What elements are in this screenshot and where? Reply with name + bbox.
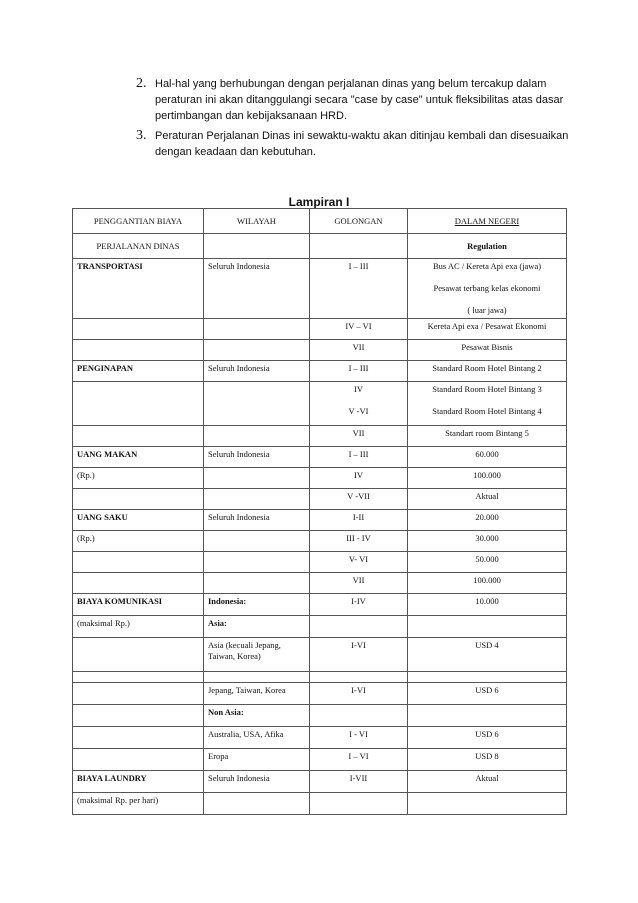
category-cell bbox=[73, 638, 204, 672]
regulation-cell bbox=[408, 727, 567, 749]
regulation-cell bbox=[408, 683, 567, 705]
regulation-cell bbox=[408, 361, 567, 382]
region-cell bbox=[204, 426, 310, 447]
numbered-list bbox=[136, 76, 576, 164]
header-cell bbox=[310, 234, 408, 259]
regulation-value: 100.000 bbox=[473, 575, 501, 585]
table-row bbox=[73, 468, 567, 489]
category-cell bbox=[73, 727, 204, 749]
region-cell: Asia (kecuali Jepang, Taiwan, Korea) bbox=[204, 638, 310, 672]
category-cell: UANG SAKU bbox=[73, 510, 204, 531]
regulation-value: Standard Room Hotel Bintang 4 bbox=[432, 406, 542, 416]
regulation-cell bbox=[408, 672, 567, 683]
list-line: dengan keadaan dan kebutuhan. bbox=[155, 146, 316, 158]
category-cell: BIAYA LAUNDRY bbox=[73, 771, 204, 793]
header-cell: WILAYAH bbox=[204, 209, 310, 234]
table-row bbox=[73, 594, 567, 616]
regulation-cell bbox=[408, 510, 567, 531]
list-text bbox=[155, 128, 568, 160]
table-row bbox=[73, 616, 567, 638]
regulation-value: Standard Room Hotel Bintang 2 bbox=[432, 363, 542, 373]
grade-value: I-VI bbox=[351, 685, 366, 695]
grade-value: IV – VI bbox=[345, 321, 372, 331]
region-cell bbox=[204, 531, 310, 552]
category-cell bbox=[73, 552, 204, 573]
category-cell bbox=[73, 319, 204, 340]
category-cell: TRANSPORTASI bbox=[73, 259, 204, 319]
grade-value: I-IV bbox=[351, 596, 366, 606]
list-line: Hal-hal yang berhubungan dengan perjalanan dinas yang belum tercakup dalam bbox=[155, 78, 547, 90]
list-number: 3. bbox=[136, 128, 147, 143]
grade-value: I-VI bbox=[351, 640, 366, 650]
header-cell: PERJALANAN DINAS bbox=[73, 234, 204, 259]
grade-value: I-VII bbox=[349, 773, 368, 783]
grade-cell bbox=[310, 616, 408, 638]
regulation-cell bbox=[408, 319, 567, 340]
header-cell: PENGGANTIAN BIAYA bbox=[73, 209, 204, 234]
regulation-cell bbox=[408, 531, 567, 552]
region-cell: Indonesia: bbox=[204, 594, 310, 616]
table-row bbox=[73, 340, 567, 361]
regulation-cell bbox=[408, 573, 567, 594]
grade-cell bbox=[310, 672, 408, 683]
region-cell bbox=[204, 489, 310, 510]
list-text bbox=[155, 76, 563, 124]
grade-cell bbox=[310, 638, 408, 672]
region-cell bbox=[204, 340, 310, 361]
category-cell bbox=[73, 672, 204, 683]
list-line: pertimbangan dan kebijaksanaan HRD. bbox=[155, 110, 348, 122]
region-cell: Seluruh Indonesia bbox=[204, 259, 310, 319]
grade-value: I – VI bbox=[348, 751, 369, 761]
table-row bbox=[73, 489, 567, 510]
region-cell: Australia, USA, Afika bbox=[204, 727, 310, 749]
regulation-cell bbox=[408, 468, 567, 489]
grade-cell bbox=[310, 749, 408, 771]
region-cell bbox=[204, 573, 310, 594]
regulation-cell bbox=[408, 489, 567, 510]
category-cell: (Rp.) bbox=[73, 468, 204, 489]
category-cell bbox=[73, 382, 204, 426]
regulation-value: 20.000 bbox=[475, 512, 499, 522]
regulation-value: 50.000 bbox=[475, 554, 499, 564]
grade-value: VII bbox=[352, 575, 365, 585]
table-row bbox=[73, 382, 567, 426]
table-row bbox=[73, 705, 567, 727]
grade-cell bbox=[310, 552, 408, 573]
list-line: Peraturan Perjalanan Dinas ini sewaktu-waktu akan ditinjau kembali dan disesuaikan bbox=[155, 130, 569, 142]
list-item-2 bbox=[136, 76, 576, 124]
grade-value: III - IV bbox=[346, 533, 371, 543]
region-cell bbox=[204, 672, 310, 683]
grade-value: I - VI bbox=[349, 729, 368, 739]
table-header-row bbox=[73, 234, 567, 259]
category-cell: BIAYA KOMUNIKASI bbox=[73, 594, 204, 616]
regulation-value: Bus AC / Kereta Api exa (jawa) bbox=[432, 261, 542, 271]
category-cell bbox=[73, 705, 204, 727]
allowance-table bbox=[72, 208, 567, 815]
region-cell bbox=[204, 319, 310, 340]
grade-value: IV bbox=[354, 470, 363, 480]
regulation-value: ( luar jawa) bbox=[467, 305, 507, 315]
grade-value: IV bbox=[354, 384, 363, 394]
regulation-cell bbox=[408, 771, 567, 793]
table-row bbox=[73, 638, 567, 672]
region-cell bbox=[204, 793, 310, 815]
regulation-value: Standard Room Hotel Bintang 3 bbox=[432, 384, 542, 394]
grade-cell bbox=[310, 683, 408, 705]
table-row bbox=[73, 552, 567, 573]
regulation-cell bbox=[408, 426, 567, 447]
grade-cell bbox=[310, 489, 408, 510]
grade-cell bbox=[310, 705, 408, 727]
region-cell: Asia: bbox=[204, 616, 310, 638]
grade-value: V -VII bbox=[347, 491, 370, 501]
grade-cell bbox=[310, 510, 408, 531]
regulation-value: Aktual bbox=[475, 491, 499, 501]
regulation-value: 30.000 bbox=[475, 533, 499, 543]
table-row bbox=[73, 749, 567, 771]
category-cell bbox=[73, 340, 204, 361]
grade-value: V -VI bbox=[348, 406, 369, 416]
grade-cell bbox=[310, 594, 408, 616]
table-row bbox=[73, 672, 567, 683]
region-cell: Non Asia: bbox=[204, 705, 310, 727]
grade-value: I – III bbox=[348, 261, 369, 271]
table-row bbox=[73, 447, 567, 468]
grade-value: V- VI bbox=[348, 554, 369, 564]
regulation-value: USD 8 bbox=[475, 751, 499, 761]
regulation-value: 60.000 bbox=[475, 449, 499, 459]
grade-cell bbox=[310, 447, 408, 468]
regulation-cell bbox=[408, 447, 567, 468]
grade-cell bbox=[310, 771, 408, 793]
list-number: 2. bbox=[136, 76, 147, 91]
regulation-cell bbox=[408, 259, 567, 319]
regulation-value: Kereta Api exa / Pesawat Ekonomi bbox=[427, 321, 547, 331]
table-row bbox=[73, 259, 567, 319]
table-row bbox=[73, 319, 567, 340]
region-cell bbox=[204, 382, 310, 426]
header-cell: DALAM NEGERI bbox=[408, 209, 567, 234]
header-cell: Regulation bbox=[408, 234, 567, 259]
category-cell: PENGINAPAN bbox=[73, 361, 204, 382]
grade-cell bbox=[310, 793, 408, 815]
category-cell: (maksimal Rp. per hari) bbox=[73, 793, 204, 815]
grade-cell bbox=[310, 573, 408, 594]
category-cell: UANG MAKAN bbox=[73, 447, 204, 468]
grade-value: I – III bbox=[348, 363, 369, 373]
category-cell: (Rp.) bbox=[73, 531, 204, 552]
regulation-cell bbox=[408, 793, 567, 815]
region-cell: Seluruh Indonesia bbox=[204, 510, 310, 531]
category-cell bbox=[73, 489, 204, 510]
region-cell: Jepang, Taiwan, Korea bbox=[204, 683, 310, 705]
header-cell bbox=[204, 234, 310, 259]
list-line: peraturan ini akan ditanggulangi secara "case by case" untuk fleksibilitas atas dasar bbox=[155, 94, 564, 106]
grade-cell bbox=[310, 361, 408, 382]
category-cell bbox=[73, 426, 204, 447]
regulation-value: Standart room Bintang 5 bbox=[445, 428, 529, 438]
header-cell: GOLONGAN bbox=[310, 209, 408, 234]
category-cell bbox=[73, 683, 204, 705]
regulation-cell bbox=[408, 382, 567, 426]
grade-value: I-II bbox=[352, 512, 365, 522]
table-row bbox=[73, 793, 567, 815]
regulation-cell bbox=[408, 552, 567, 573]
category-cell bbox=[73, 749, 204, 771]
region-cell: Seluruh Indonesia bbox=[204, 447, 310, 468]
grade-cell bbox=[310, 727, 408, 749]
table-row bbox=[73, 510, 567, 531]
table-row bbox=[73, 727, 567, 749]
regulation-cell bbox=[408, 705, 567, 727]
grade-cell bbox=[310, 319, 408, 340]
regulation-value: Pesawat terbang kelas ekonomi bbox=[433, 283, 541, 293]
grade-cell bbox=[310, 259, 408, 319]
regulation-cell bbox=[408, 638, 567, 672]
grade-cell bbox=[310, 468, 408, 489]
table-row bbox=[73, 683, 567, 705]
region-cell bbox=[204, 468, 310, 489]
region-cell: Seluruh Indonesia bbox=[204, 771, 310, 793]
regulation-value: Pesawat Bisnis bbox=[461, 342, 513, 352]
grade-value: VII bbox=[352, 342, 365, 352]
regulation-value: USD 4 bbox=[475, 640, 499, 650]
regulation-cell bbox=[408, 749, 567, 771]
category-cell: (maksimal Rp.) bbox=[73, 616, 204, 638]
regulation-value: USD 6 bbox=[475, 729, 499, 739]
list-item-3 bbox=[136, 128, 576, 160]
table-row bbox=[73, 771, 567, 793]
grade-cell bbox=[310, 340, 408, 361]
category-cell bbox=[73, 573, 204, 594]
grade-cell bbox=[310, 531, 408, 552]
regulation-value: 100.000 bbox=[473, 470, 501, 480]
table-row bbox=[73, 361, 567, 382]
grade-value: VII bbox=[352, 428, 365, 438]
table-row bbox=[73, 573, 567, 594]
grade-cell bbox=[310, 382, 408, 426]
regulation-value: Aktual bbox=[475, 773, 499, 783]
appendix-heading: Lampiran I bbox=[288, 195, 350, 209]
table-row bbox=[73, 531, 567, 552]
regulation-cell bbox=[408, 340, 567, 361]
region-cell: Seluruh Indonesia bbox=[204, 361, 310, 382]
grade-value: I – III bbox=[348, 449, 369, 459]
region-cell bbox=[204, 552, 310, 573]
grade-cell bbox=[310, 426, 408, 447]
regulation-cell bbox=[408, 594, 567, 616]
table-header-row bbox=[73, 209, 567, 234]
region-cell: Eropa bbox=[204, 749, 310, 771]
table-row bbox=[73, 426, 567, 447]
regulation-value: 10.000 bbox=[475, 596, 499, 606]
regulation-cell bbox=[408, 616, 567, 638]
regulation-value: USD 6 bbox=[475, 685, 499, 695]
